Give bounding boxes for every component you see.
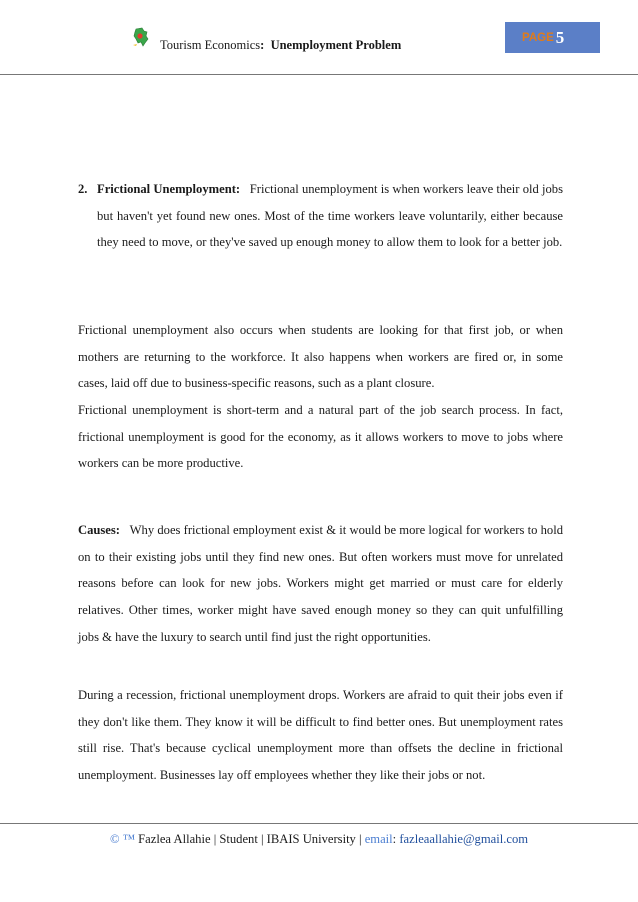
email-label: email — [364, 832, 393, 846]
paragraph — [78, 317, 563, 397]
footer-divider — [0, 823, 638, 824]
page-footer — [0, 832, 638, 847]
bangladesh-map-icon — [131, 27, 151, 47]
header-title-colon: : — [260, 38, 265, 52]
causes-text: Why does frictional employment exist & it would be more logical for workers to hold on to their existing jobs until they find new ones. But often workers must move for unrelated reasons before can look for new jobs. Workers might get married or must care for elderly relatives. Other times, worker might have saved enough money so they can quit unfulfilling jobs & have the luxury to search until find just the right opportunities. — [78, 523, 563, 644]
paragraph — [78, 397, 563, 477]
paragraph — [78, 682, 563, 789]
numbered-item — [78, 176, 563, 256]
page-number-badge — [505, 22, 600, 53]
paragraph-text: Frictional unemployment is short-term and a natural part of the job search process. In fact, frictional unemployment is good for the economy, as it allows workers to move to jobs where workers can be more productive. — [78, 403, 563, 471]
header-divider — [0, 74, 638, 75]
paragraph-text: During a recession, frictional unemployment drops. Workers are afraid to quit their jobs even if they don't like them. They know it will be difficult to find better ones. But unemployment rates still rise. That's because cyclical unemployment more than offsets the decline in frictional unemployment. Businesses lay off employees whether they like their jobs or not. — [78, 688, 563, 783]
item-term: Frictional Unemployment: — [97, 182, 241, 196]
page-number: 5 — [555, 27, 565, 47]
paragraph-text: Frictional unemployment also occurs when students are looking for that first job, or when mothers are returning to the workforce. It also happens when workers are fired or, in some cases, laid off due to business-specific reasons, such as a plant closure. — [78, 323, 563, 391]
causes-label: Causes: — [78, 523, 120, 537]
item-body — [97, 176, 563, 256]
email-colon: : — [392, 832, 397, 846]
copyright-mark: © ™ — [109, 832, 135, 846]
page-label: PAGE — [522, 31, 554, 44]
item-number: 2. — [78, 182, 88, 196]
item-text: Frictional unemployment is when workers leave their old jobs but haven't yet found new ones. Most of the time workers leave voluntarily, either because they need to move, or they've saved up enough money to allow them to look for a better job. — [97, 182, 563, 250]
email-address: fazleaallahie@gmail.com — [399, 832, 529, 846]
page-header — [0, 0, 638, 75]
footer-author: Fazlea Allahie | Student | IBAIS University | — [138, 832, 362, 846]
header-title — [160, 38, 401, 53]
header-title-prefix: Tourism Economics — [160, 38, 261, 52]
causes-paragraph — [78, 517, 563, 651]
header-title-topic: Unemployment Problem — [270, 38, 402, 52]
